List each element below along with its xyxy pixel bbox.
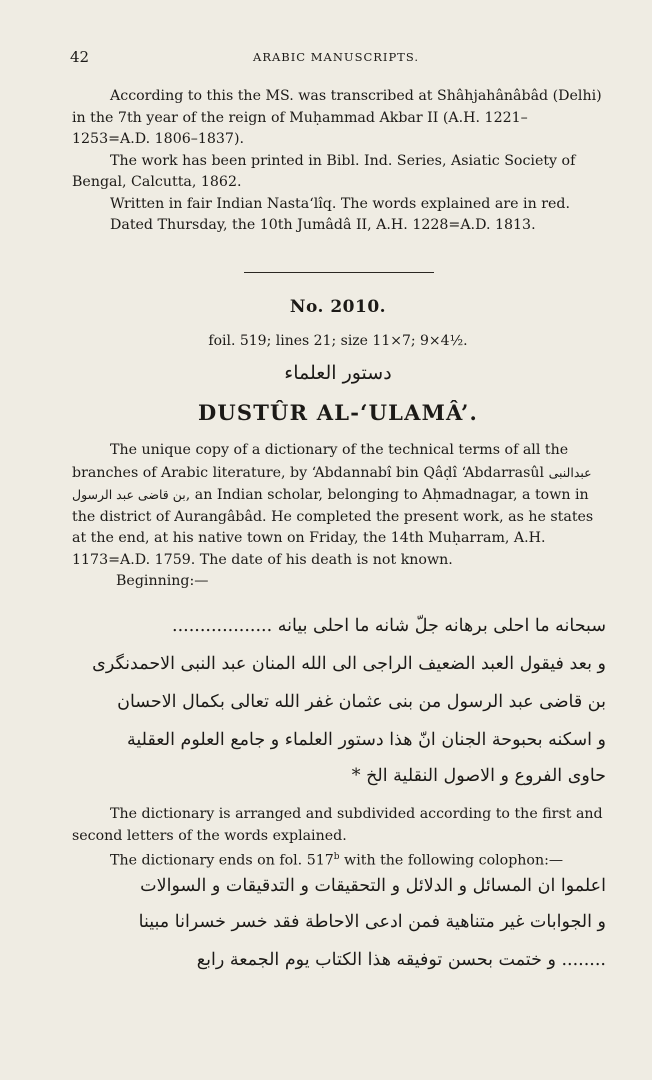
running-title: ARABIC MANUSCRIPTS. <box>253 50 419 64</box>
section-divider <box>244 272 434 273</box>
folio-info: foil. 519; lines 21; size 11×7; 9×4½. <box>208 333 468 349</box>
description-text-2: , an Indian scholar, belonging to Aḥmadnagar, a town in the district of Aurangâbâd. He completed the present work, as he states at the end, at his native town on Friday, the 14th Muḥarram, A.H. 1173=A.D. 1759. The date of his death is not known. <box>72 487 594 568</box>
beginning-line: بن قاضى عبد الرسول من بنى عثمان غفر الله تعالى بكمال الاحسان <box>117 692 606 712</box>
entry-number: No. 2010. <box>289 297 387 317</box>
beginning-line: سبحانه ما احلى برهانه جلّ شانه ما احلى بيانه .................. <box>172 616 606 636</box>
page-header <box>70 48 602 70</box>
colophon-line: ........ و ختمت بحسن توفيقه هذا الكتاب يوم الجمعة رابع <box>196 950 606 970</box>
page-number: 42 <box>70 48 90 66</box>
previous-entry <box>72 86 604 237</box>
arrangement-paragraph: The dictionary is arranged and subdivided according to the first and second letters of the words explained. <box>72 806 603 844</box>
description-paragraph <box>72 440 604 571</box>
script-paragraph: Written in fair Indian Nasta‘lîq. The words explained are in red. <box>110 195 570 212</box>
date-paragraph: Dated Thursday, the 10th Jumâdâ II, A.H. 1228=A.D. 1813. <box>110 217 536 233</box>
author-arabic-name: عبدالنبی بن قاضی عبد الرسول <box>72 464 592 502</box>
beginning-line: و بعد فيقول العبد الضعيف الراجى الى الله المنان عبد النبى الاحمدنگرى <box>92 654 606 674</box>
colophon-intro-text: The dictionary ends on fol. 517 <box>110 852 334 869</box>
folio-side: b <box>333 852 340 862</box>
description <box>72 440 604 593</box>
printed-paragraph: The work has been printed in Bibl. Ind. Series, Asiatic Society of Bengal, Calcutta, 1862. <box>72 152 576 190</box>
beginning-label: Beginning:— <box>116 573 209 589</box>
arrangement-section <box>72 804 604 872</box>
colophon-line: اعلموا ان المسائل و الدلائل و التحقيقات و التدقيقات و السوالات <box>140 876 606 896</box>
entry-title: DUSTÛR AL-‘ULAMÂ’. <box>197 400 479 425</box>
description-text-1: The unique copy of a dictionary of the technical terms of all the branches of Arabic literature, by ‘Abdannabî bin Qâḍî ‘Abdarrasûl <box>72 442 569 481</box>
colophon-line: و الجوابات غير متناهية فمن ادعى الاحاطة فقد خسر خسرانا مبينا <box>138 912 606 932</box>
colophon-intro-text-2: with the following colophon:— <box>339 852 564 869</box>
beginning-line: و اسكنه بحبوحة الجنان انّ هذا دستور العلماء و جامع العلوم العقلية <box>126 730 606 750</box>
colophon-intro <box>72 847 604 872</box>
transcription-paragraph: According to this the MS. was transcribed at Shâhjahânâbâd (Delhi) in the 7th year of the reign of Muḥammad Akbar II (A.H. 1221–1253=A.D. 1806–1837). <box>72 88 602 147</box>
arabic-title: دستور العلماء <box>284 362 392 384</box>
beginning-line: حاوى الفروع و الاصول النقلية الخ * <box>351 766 606 786</box>
